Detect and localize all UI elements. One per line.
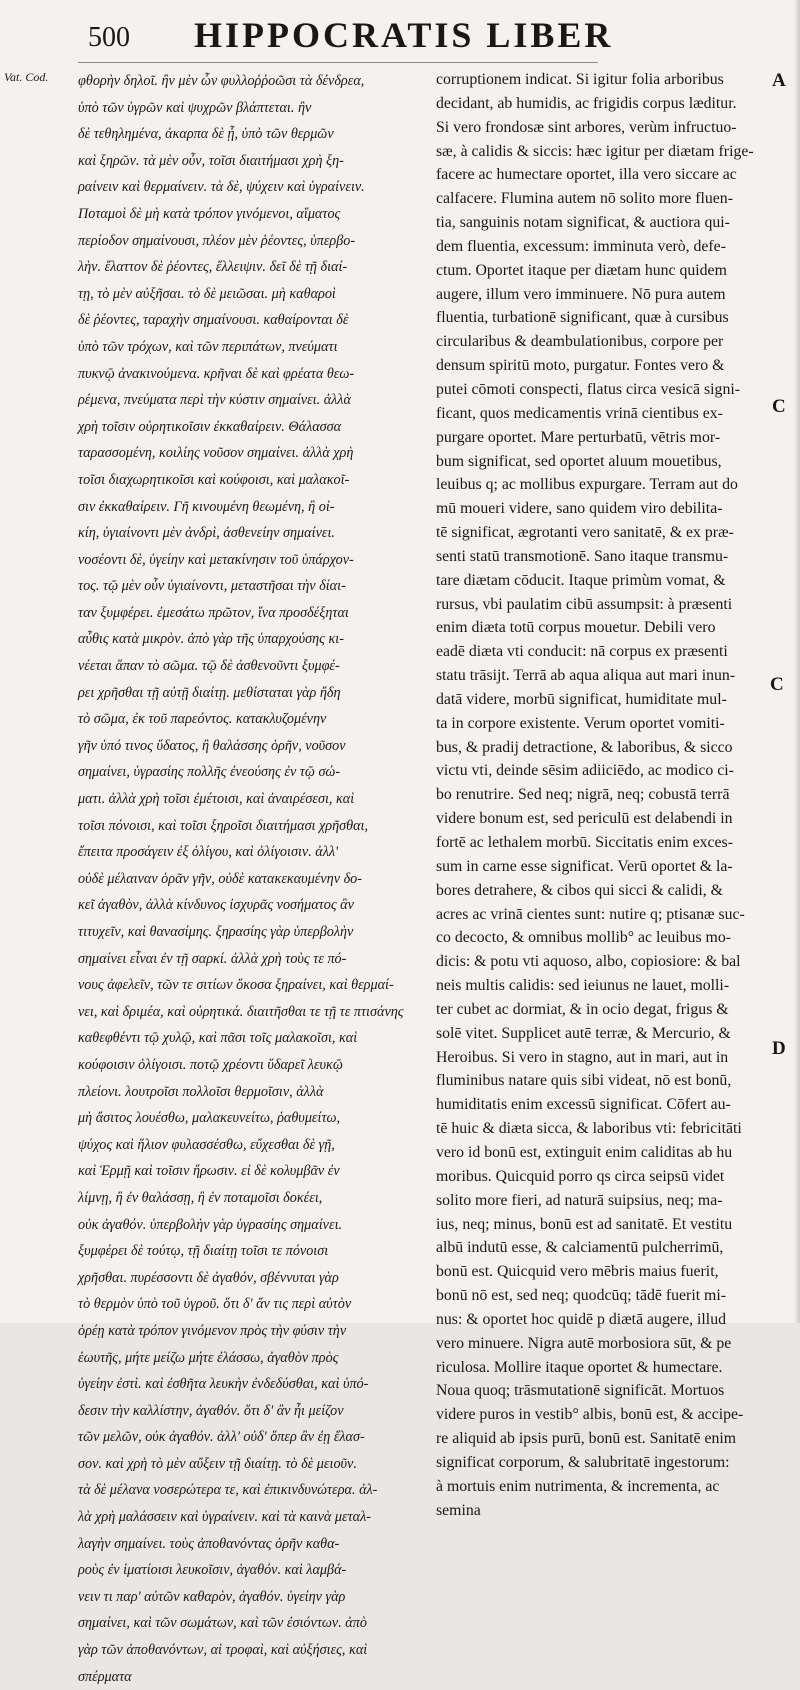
page-edge-shadow <box>794 0 800 1323</box>
text-line: σιν ἐκκαθαίρειν. Γῆ κινουμένη θεωμένη, ἢ οἰ- <box>78 498 335 515</box>
text-line: co decocto, & omnibus mollib° ac leuibus mo- <box>436 929 731 947</box>
text-line: φθορὴν δηλοῖ. ἢν μὲν ὦν φυλλοῤῥοῶσι τὰ δένδρεα, <box>78 73 365 89</box>
text-line: bum significat, sed oportet aluum mouetibus, <box>436 452 722 470</box>
text-line: circularibus & deambulationibus, corpore per <box>436 333 724 351</box>
text-line: σον. καὶ χρὴ τὸ μὲν αὔξειν τῇ διαίτῃ. τὸ δὲ μειοῦν. <box>78 1455 357 1472</box>
text-line: ματι. ἀλλὰ χρὴ τοῖσι ἐμέτοισι, καὶ ἀναιρέσεσι, καὶ <box>78 791 355 808</box>
text-line: corruptionem indicat. Si igitur folia arboribus <box>436 71 724 88</box>
text-line: λὴν. ἔλαττον δὲ ῥέοντες, ἔλλειψιν. δεῖ δὲ τῇ διαί- <box>78 259 348 276</box>
text-line: Si vero frondosæ sint arbores, verùm infructuo- <box>436 118 737 136</box>
text-line: densum spiritū moto, purgatur. Fontes vero & <box>436 357 725 375</box>
text-line: decidant, ab humidis, ac frigidis corpus læditur. <box>436 94 737 112</box>
text-line: Ποταμοὶ δὲ μὴ κατὰ τρόπον γινόμενοι, αἵματος <box>78 205 341 222</box>
text-line: ροὺς ἐν ἱματίοισι λευκοῖσιν, ἀγαθόν. καὶ λαμβά- <box>78 1562 347 1579</box>
text-line: nus: & oportet hoc quidē p diætā augere, illud <box>436 1310 726 1328</box>
text-line: τος. τῷ μὲν οὖν ὑγιαίνοντι, μεταστῆσαι τὴν δίαι- <box>78 578 346 595</box>
text-line: neis multis calidis: sed ieiunus ne lauet, molli- <box>436 977 730 995</box>
text-line: ὑπὸ τῶν ὑγρῶν καὶ ψυχρῶν βλάπτεται. ἢν <box>78 99 312 116</box>
text-line: bonū est. Quicquid vero mēbris maius fuerit, <box>436 1263 719 1281</box>
text-line: λαγὴν σημαίνει. τοὺς ἀποθανόντας ὁρῆν καθα- <box>78 1535 340 1552</box>
text-line: moribus. Quicquid porro qs circa seipsū videt <box>436 1167 725 1185</box>
text-line: ταν ξυμφέρει. ἐμεσάτω πρῶτον, ἵνα προσδέξηται <box>78 604 349 621</box>
text-line: τὸ θερμὸν ὑπὸ τοῦ ὑγροῦ. ὅτι δ' ἄν τις περὶ αὐτὸν <box>78 1296 352 1313</box>
text-line: senti statū transmotionē. Sano itaque transmu- <box>436 547 729 565</box>
text-line: κίη, ὑγιαίνοντι μὲν ἀνδρὶ, ἀσθενείην σημαίνει. <box>78 525 335 542</box>
text-line: νει, καὶ δριμέα, καὶ οὐρητικά. διαιτῆσθαι τε τῇ τε πτισάνης <box>78 1003 404 1020</box>
section-marker-c: C <box>772 396 786 417</box>
text-line: albū indutū esse, & calciamentū pulcherrimū, <box>436 1239 724 1257</box>
text-line: bores detrahere, & cibos qui sicci & calidi, & <box>436 881 723 899</box>
text-line: σημαίνει εἶναι ἐν τῇ σαρκί. ἀλλὰ χρὴ τοὺς τε πό- <box>78 950 347 967</box>
text-line: καὶ ξηρῶν. τὰ μὲν οὖν, τοῖσι διαιτήμασι χρὴ ξη- <box>78 152 344 169</box>
text-line: λὰ χρὴ μαλάσσειν καὶ ὑγραίνειν. καὶ τὰ καινὰ μεταλ- <box>78 1509 371 1526</box>
text-line: solito more fieri, ad naturā suipsius, neq; ma- <box>436 1191 723 1209</box>
text-line: δεσιν τὴν καλλίστην, ἀγαθόν. ὅτι δ' ἂν ἦι μείζον <box>78 1402 344 1419</box>
text-line: λίμνῃ, ἢ ἐν θαλάσσῃ, ἢ ἐν ποταμοῖσι δοκέει, <box>78 1189 323 1206</box>
text-line: videre bonum est, sed periculū est delabendi in <box>436 810 733 828</box>
text-line: νέεται ἅπαν τὸ σῶμα. τῷ δὲ ἀσθενοῦντι ξυμφέ- <box>78 658 340 675</box>
running-title: HIPPOCRATIS LIBER <box>194 15 614 55</box>
text-line: τὰ δὲ μέλανα νοσερώτερα τε, καὶ ἐπικινδυνώτερα. ἀλ- <box>78 1482 378 1499</box>
text-line: δὲ ῥέοντες, ταραχὴν σημαίνουσι. καθαίρονται δὲ <box>78 312 349 329</box>
text-line: videre puros in vestib° albis, bonū est, & accipe- <box>436 1406 744 1424</box>
text-line: τοῖσι διαχωρητικοῖσι καὶ κούφοισι, καὶ μαλακοῖ- <box>78 471 350 488</box>
text-line: πλείονι. λουτροῖσι πολλοῖσι θερμοῖσιν, ἀλλὰ <box>78 1083 324 1100</box>
text-line: τὸ σῶμα, ἐκ τοῦ παρεόντος. κατακλυζομένην <box>78 711 327 728</box>
text-line: dem fluentia, excessum: imminuta verò, defe- <box>436 237 726 255</box>
text-line: fluentia, turbationē significant, quæ à cursibus <box>436 309 729 327</box>
text-line: putei cōmoti conspecti, flatus circa vesicā signi- <box>436 380 740 398</box>
text-line: ξυμφέρει δὲ τούτῳ, τῇ διαίτῃ τοῖσι τε πόνοισι <box>78 1243 329 1260</box>
text-line: ter cubet ac dormiat, & in ocio degat, frigus & <box>436 1000 729 1018</box>
text-line: significat corporum, & salubritatē ingestorum: <box>436 1453 730 1471</box>
text-line: mū moueri videre, sano quidem viro debilita- <box>436 500 723 518</box>
text-line: ius, neq; minus, bonū est ad sanitatē. Et vestitu <box>436 1215 733 1233</box>
text-line: ὑγείην ἐστὶ. καὶ ἐσθῆτα λευκὴν ἐνδεδύσθαι, καὶ ὑπό- <box>78 1376 369 1393</box>
text-line: μὴ ἄσιτος λουέσθω, μαλακευνείτω, ῥαθυμείτω, <box>78 1110 341 1127</box>
text-line: datā videre, morbū significat, humiditate mul- <box>436 690 727 708</box>
text-line: καθεφθέντι τῷ χυλῷ, καὶ πᾶσι τοῖς μαλακοῖσι, καὶ <box>78 1030 358 1047</box>
text-line: ἔπειτα προσάγειν ἐξ ὀλίγου, καὶ ὀλίγοισιν. ἀλλ' <box>78 844 339 861</box>
text-line: tia, sanguinis notam significat, & auctiora qui- <box>436 214 730 232</box>
text-line: ρει χρῆσθαι τῇ αὐτῇ διαίτῃ. μεθίσταται γὰρ ἤδη <box>78 684 341 701</box>
text-line: πυκνῷ ἀνακινούμενα. κρῆναι δὲ καὶ φρέατα θεω- <box>78 365 355 382</box>
text-line: tē huic & diæta sicca, & laboribus vti: febricitāti <box>436 1120 742 1138</box>
text-line: tē significat, ægrotanti vero sanitatē, & ex præ- <box>436 524 734 542</box>
greek-text-column <box>78 68 434 1690</box>
text-line: purgare oportet. Mare perturbatū, vētris mor- <box>436 428 721 446</box>
text-line: ta in corpore existente. Verum oportet vomiti- <box>436 714 725 732</box>
text-line: bo renutrire. Sed neq; nigrā, neq; cobustā terrā <box>436 786 730 804</box>
text-line: bonū nō est, sed neq; quodcūq; tādē fuerit mi- <box>436 1287 726 1305</box>
text-line: νους ἀφελεῖν, τῶν τε σιτίων ὅκοσα ξηραίνει, καὶ θερμαί- <box>78 977 394 994</box>
header-rule <box>78 62 598 63</box>
text-line: ὁρέῃ κατὰ τρόπον γινόμενον πρὸς τὴν φύσιν τὴν <box>78 1322 347 1339</box>
text-line: solē vitet. Supplicet autē terræ, & Mercurio, & <box>436 1024 731 1042</box>
text-line: τοῖσι πόνοισι, καὶ τοῖσι ξηροῖσι διαιτήμασι χρῆσθαι, <box>78 817 369 834</box>
text-line: fortē ac lethalem morbū. Siccitatis enim exces- <box>436 834 733 851</box>
text-line: sum in carne esse significat. Verū oportet & la- <box>436 857 733 875</box>
text-line: riculosa. Mollire itaque oportet & humectare. <box>436 1358 723 1376</box>
text-line: statu trāsijt. Terrā ab aqua aliqua aut mari inun- <box>436 667 736 685</box>
text-line: γὰρ τῶν ἀποθανόντων, αἱ τροφαὶ, καὶ αὐξήσιες, καὶ <box>78 1642 368 1659</box>
text-line: ctum. Oportet itaque per diætam hunc quidem <box>436 261 727 279</box>
page-header <box>0 14 800 58</box>
latin-text-column <box>436 68 762 1522</box>
text-line: ρέμενα, πνεύματα περὶ τὴν κύστιν σημαίνει. ἀλλὰ <box>78 392 351 409</box>
text-line: Noua quoq; trāsmutationē significāt. Mortuos <box>436 1382 725 1400</box>
text-line: rursus, vbi paulatim cibū assumpsit: à præsenti <box>436 595 733 613</box>
text-line: κούφοισιν ὀλίγοισι. ποτῷ χρέοντι ὕδαρεῖ λευκῷ <box>78 1056 343 1073</box>
text-line: γῆν ὑπό τινος ὕδατος, ἢ θαλάσσης ὁρῆν, νοῦσον <box>78 737 346 754</box>
text-line: οὐκ ἀγαθόν. ὑπερβολὴν γὰρ ὑγρασίης σημαίνει. <box>78 1216 343 1233</box>
section-marker-c-lower: C <box>770 674 784 695</box>
text-line: augere, illum vero imminuere. Nō pura autem <box>436 285 726 303</box>
text-line: ταρασσομένη, κοιλίης νοῦσον σημαίνει. ἀλλὰ χρὴ <box>78 445 354 462</box>
text-line: σπέρματα <box>78 1668 132 1685</box>
text-line: dicis: & potu vti aquoso, albo, copiosiore: & bal <box>436 953 741 971</box>
text-line: vero minuere. Nigra autē morbosiora sūt, & pe <box>436 1334 732 1352</box>
text-line: ἑωυτῆς, μήτε μείζω μήτε ἐλάσσω, ἀγαθὸν πρὸς <box>78 1349 339 1366</box>
text-line: νοσέοντι δὲ, ὑγείην καὶ μετακίνησιν τοῦ ὑπάρχον- <box>78 551 354 568</box>
text-line: ficant, quos medicamentis vrinā cientibus ex- <box>436 404 723 422</box>
text-line: bus, & pradij detractione, & laboribus, & sicco <box>436 738 733 756</box>
text-line: victu vti, deinde sēsim adiiciēdo, ac modico ci- <box>436 762 734 780</box>
text-line: ὑπὸ τῶν τρόχων, καὶ τῶν περιπάτων, πνεύματι <box>78 338 338 355</box>
text-line: ραίνειν καὶ θερμαίνειν. τὰ δὲ, ψύχειν καὶ ὑγραίνειν. <box>78 179 365 196</box>
text-line: sæ, à calidis & siccis: hæc igitur per diætam frige- <box>436 142 754 160</box>
text-line: tare diætam cōducit. Itaque primùm vomat, & <box>436 571 726 589</box>
text-line: οὐδὲ μέλαιναν ὁρᾶν γῆν, οὐδὲ κατακεκαυμένην δο- <box>78 870 362 887</box>
text-line: τιτυχεῖν, καὶ θανασίμης. ξηρασίης γὰρ ὑπερβολὴν <box>78 924 354 940</box>
text-line: acres ac vrinā cientes sunt: nutire q; ptisanæ suc- <box>436 905 745 923</box>
text-line: ψύχος καὶ ἥλιον φυλασσέσθω, εὔχεσθαι δὲ γῇ, <box>78 1136 335 1153</box>
text-line: χρὴ τοῖσιν οὐρητικοῖσιν ἐκκαθαίρειν. Θάλασσα <box>78 418 342 435</box>
text-line: leuibus q; ac mollibus expurgare. Terram aut do <box>436 476 738 494</box>
text-line: Heroibus. Si vero in stagno, aut in mari, aut in <box>436 1048 729 1066</box>
text-line: σημαίνει, ὑγρασίης πολλῆς ἐνεούσης ἐν τῷ σώ- <box>78 764 341 781</box>
text-line: καὶ Ἑρμῇ καὶ τοῖσιν ἥρωσιν. εἰ δὲ κολυμβᾶν ἐν <box>78 1163 340 1180</box>
text-line: enim diæta totū corpus mouetur. Debili vero <box>436 619 716 637</box>
text-line: αὖθις κατὰ μικρὸν. ἀπὸ γὰρ τῆς ὑπαρχούσης κι- <box>78 631 344 648</box>
text-line: semina <box>436 1501 481 1519</box>
text-line: fluminibus natare quis sibi videat, nō est bonū, <box>436 1072 732 1090</box>
section-marker-d: D <box>772 1038 786 1059</box>
text-line: νειν τι παρ' αὐτῶν καθαρὸν, ἀγαθόν. ὑγείην γὰρ <box>78 1588 346 1605</box>
text-line: σημαίνει, καὶ τῶν σωμάτων, καὶ τῶν ἐσιόντων. ἀπὸ <box>78 1615 367 1632</box>
text-line: calfacere. Flumina autem nō solito more fluen- <box>436 190 733 208</box>
text-line: re aliquid ab ipsis purū, bonū est. Sanitatē enim <box>436 1430 737 1448</box>
text-line: facere ac humectare oportet, illa vero siccare ac <box>436 166 737 184</box>
text-line: τῶν μελῶν, οὐκ ἀγαθόν. ἀλλ' οὐδ' ὅπερ ἂν ἐῃ ἔλασ- <box>78 1429 365 1446</box>
text-line: περίοδον σημαίνουσι, πλέον μὲν ῥέοντες, ὑπερβο- <box>78 232 356 249</box>
text-line: χρῆσθαι. πυρέσσοντι δὲ ἀγαθόν, σβέννυται γὰρ <box>78 1269 339 1286</box>
text-line: κεῖ ἀγαθὸν, ἀλλὰ κίνδυνος ἰσχυρᾶς νοσήματος ἂν <box>78 897 354 914</box>
text-line: vero id bonū est, extinguit enim caliditas ab hu <box>436 1143 733 1161</box>
text-line: τῃ, τὸ μὲν αὐξῆσαι. τὸ δὲ μειῶσαι. μὴ καθαροὶ <box>78 285 336 302</box>
text-line: à mortuis enim nutrimenta, & incrementa, ac <box>436 1477 720 1495</box>
text-line: eadē diæta vti conducit: nā corpus ex præsenti <box>436 643 728 661</box>
text-line: humiditatis enim excessū significat. Cōfert au- <box>436 1096 731 1114</box>
page-number: 500 <box>88 22 130 53</box>
margin-note: Vat. Cod. <box>4 70 49 84</box>
section-marker-a: A <box>772 70 786 91</box>
text-line: δὲ τεθηλημένα, ἀκαρπα δὲ ᾖ, ὑπὸ τῶν θερμῶν <box>78 126 334 143</box>
